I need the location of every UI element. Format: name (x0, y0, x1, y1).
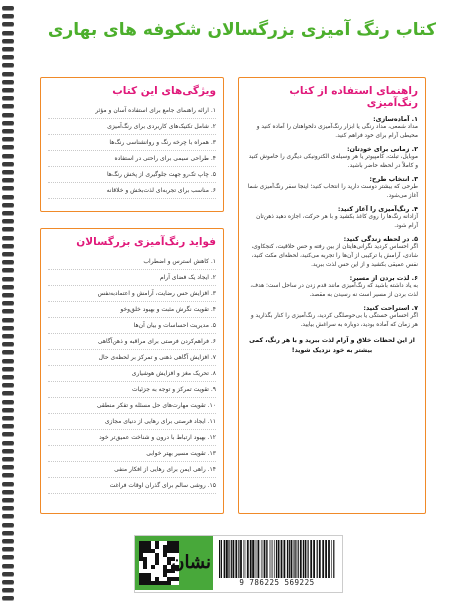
guide-section-title: ۱. آماده‌سازی: (373, 115, 418, 123)
spiral-ring (2, 367, 14, 371)
benefits-heading: فواید رنگ‌آمیزی بزرگسالان (76, 236, 216, 248)
guide-section-title: ۳. انتخاب طرح: (369, 175, 418, 183)
spiral-ring (2, 531, 14, 535)
spiral-ring (2, 244, 14, 248)
spiral-ring (2, 236, 14, 240)
spiral-ring (2, 359, 14, 363)
feature-item: ۴. طراحی سیمی برای راحتی در استفاده (48, 151, 216, 167)
spiral-ring (2, 465, 14, 469)
page-title: کتاب رنگ آمیزی بزرگسالان شکوفه های بهاری (47, 20, 436, 40)
spiral-ring (2, 55, 14, 59)
spiral-ring (2, 580, 14, 584)
spiral-ring (2, 145, 14, 149)
spiral-ring (2, 178, 14, 182)
guide-section-title: ۴. رنگ‌آمیزی را آغاز کنید: (337, 205, 418, 213)
spiral-ring (2, 170, 14, 174)
spiral-ring (2, 449, 14, 453)
spiral-ring (2, 31, 14, 35)
guide-section-body: آزادانه رنگ‌ها را روی کاغذ بکشید و با هر حرکت، اجازه دهید ذهن‌تان آرام شود. (256, 214, 418, 229)
spiral-ring (2, 523, 14, 527)
spiral-ring (2, 47, 14, 51)
benefit-item: ۴. تقویت نگرش مثبت و بهبود خلق‌وخو (48, 302, 216, 318)
benefit-item: ۶. فراهم‌کردن فرصتی برای مراقبه و ذهن‌آگاهی (48, 334, 216, 350)
spiral-ring (2, 80, 14, 84)
spiral-ring (2, 22, 14, 26)
spiral-ring (2, 121, 14, 125)
guide-section-title: ۵. در لحظه زندگی کنید: (343, 235, 418, 243)
spiral-ring (2, 572, 14, 576)
spiral-ring (2, 490, 14, 494)
spiral-ring (2, 408, 14, 412)
feature-item: ۵. چاپ تک‌رو جهت جلوگیری از پخش رنگ‌ها (48, 167, 216, 183)
guide-section-body: موبایل، تبلت، کامپیوتر یا هر وسیله‌ی الکترونیکی دیگری را خاموش کنید و کاملاً در لحظه حاضر باشید. (248, 154, 418, 169)
benefit-item: ۱۰. تقویت مهارت‌های حل مسئله و تفکر منطقی (48, 398, 216, 414)
spiral-ring (2, 6, 14, 10)
spiral-ring (2, 326, 14, 330)
spiral-ring (2, 88, 14, 92)
benefit-item: ۱۵. روشی سالم برای گذران اوقات فراغت (48, 478, 216, 494)
spiral-ring (2, 564, 14, 568)
features-panel (40, 77, 224, 212)
benefits-panel (40, 228, 224, 514)
spiral-ring (2, 104, 14, 108)
benefit-item: ۲. ایجاد یک فضای آرام (48, 270, 216, 286)
spiral-ring (2, 441, 14, 445)
feature-item: ۲. شامل تکنیک‌های کاربردی برای رنگ‌آمیزی (48, 119, 216, 135)
spiral-ring (2, 137, 14, 141)
publisher-logo-block (135, 536, 213, 590)
spiral-ring (2, 203, 14, 207)
spiral-ring (2, 277, 14, 281)
benefit-item: ۱. کاهش استرس و اضطراب (48, 254, 216, 270)
spiral-ring (2, 260, 14, 264)
spiral-ring (2, 432, 14, 436)
guide-section-title: ۶. لذت بردن از مسیر: (349, 274, 418, 282)
spiral-ring (2, 383, 14, 387)
spiral-ring (2, 391, 14, 395)
spiral-ring (2, 482, 14, 486)
spiral-ring (2, 588, 14, 592)
benefit-item: ۳. افزایش حس رضایت، آرامش و اعتماد‌به‌نفس (48, 286, 216, 302)
guide-section-body: طرحی که بیشتر دوست دارید را انتخاب کنید؛ اینجا سفر رنگ‌آمیزی شما آغاز می‌شود. (247, 184, 418, 199)
spiral-ring (2, 39, 14, 43)
guide-section-body: اگر احساس خستگی یا بی‌حوصلگی کردید، رنگ‌آمیزی را کنار بگذارید و هر زمان که آماده بودید، دوباره به سراغش بیایید. (250, 313, 418, 328)
benefit-item: ۹. تقویت تمرکز و توجه به جزئیات (48, 382, 216, 398)
benefit-item: ۸. تحریک مغز و افزایش هوشیاری (48, 366, 216, 382)
guide-section-body: اگر احساس کردید نگرانی‌هایتان از بین رفته و حس خلاقیت، کنجکاوی، شادی، آرامش یا ترکیبی از آن‌ها را تجربه می‌کنید، لحظه‌ای مکث کنید، نفس عمیقی بکشید و از این حس لذت ببرید. (251, 244, 418, 268)
spiral-ring (2, 457, 14, 461)
spiral-ring (2, 63, 14, 67)
spiral-ring (2, 375, 14, 379)
benefit-item: ۱۳. تقویت مسیر بهتر خوابی (48, 446, 216, 462)
spiral-ring (2, 400, 14, 404)
guide-section-body: به یاد داشته باشید که رنگ‌آمیزی مانند قدم زدن در ساحل است: هدف، لذت بردن از مسیر است نه رسیدن به مقصد. (250, 283, 418, 298)
feature-item: ۶. مناسب برای تجربه‌ای لذت‌بخش و خلاقانه (48, 183, 216, 199)
feature-item: ۳. همراه با چرخه رنگ و روانشناسی رنگ‌ها (48, 135, 216, 151)
spiral-ring (2, 596, 14, 600)
spiral-ring (2, 285, 14, 289)
isbn-number: 9 786225 569225 (239, 578, 315, 587)
spiral-ring (2, 547, 14, 551)
publisher-logo: نشان (171, 552, 211, 573)
barcode-strip (134, 535, 343, 593)
spiral-ring (2, 334, 14, 338)
spiral-ring (2, 309, 14, 313)
guide-section-title: ۲. زمانی برای خودتان: (346, 145, 418, 153)
spiral-ring (2, 72, 14, 76)
spiral-ring (2, 301, 14, 305)
spiral-ring (2, 113, 14, 117)
spiral-ring (2, 227, 14, 231)
spiral-ring (2, 424, 14, 428)
barcode-icon (217, 540, 337, 578)
spiral-ring (2, 186, 14, 190)
features-heading: ویژگی‌های این کتاب (112, 85, 216, 97)
spiral-ring (2, 498, 14, 502)
usage-guide-panel (238, 77, 426, 514)
spiral-ring (2, 473, 14, 477)
spiral-ring (2, 219, 14, 223)
spiral-binding (0, 0, 14, 601)
spiral-ring (2, 96, 14, 100)
spiral-ring (2, 514, 14, 518)
spiral-ring (2, 293, 14, 297)
spiral-ring (2, 211, 14, 215)
spiral-ring (2, 154, 14, 158)
benefit-item: ۵. مدیریت احساسات و بیان آن‌ها (48, 318, 216, 334)
spiral-ring (2, 14, 14, 18)
spiral-ring (2, 350, 14, 354)
usage-guide-heading: راهنمای استفاده از کتاب رنگ‌آمیزی (289, 85, 418, 109)
feature-item: ۱. ارائه راهنمای جامع برای استفاده آسان و مؤثر (48, 103, 216, 119)
guide-section-body: مداد شمعی، مداد رنگی یا ابزار رنگ‌آمیزی دلخواهتان را آماده کنید و محیطی آرام برای خود فراهم کنید. (256, 124, 418, 139)
spiral-ring (2, 129, 14, 133)
spiral-ring (2, 252, 14, 256)
guide-section-title: ۷. استراحت کنید: (363, 304, 418, 312)
spiral-ring (2, 195, 14, 199)
spiral-ring (2, 539, 14, 543)
spiral-ring (2, 342, 14, 346)
benefit-item: ۱۱. ایجاد فرصتی برای رهایی از دنیای مجازی (48, 414, 216, 430)
spiral-ring (2, 162, 14, 166)
closing-message: از این لحظات خلاق و آرام لذت ببرید و با هر رنگ، کمی بیشتر به خود نزدیک شوید! (249, 337, 415, 354)
benefit-item: ۷. افزایش آگاهی ذهنی و تمرکز بر لحظه‌ی حال (48, 350, 216, 366)
spiral-ring (2, 268, 14, 272)
benefit-item: ۱۴. راهی ایمن برای رهایی از افکار منفی (48, 462, 216, 478)
spiral-ring (2, 318, 14, 322)
benefit-item: ۱۲. بهبود ارتباط با درون و شناخت عمیق‌تر خود (48, 430, 216, 446)
spiral-ring (2, 555, 14, 559)
spiral-ring (2, 506, 14, 510)
spiral-ring (2, 416, 14, 420)
